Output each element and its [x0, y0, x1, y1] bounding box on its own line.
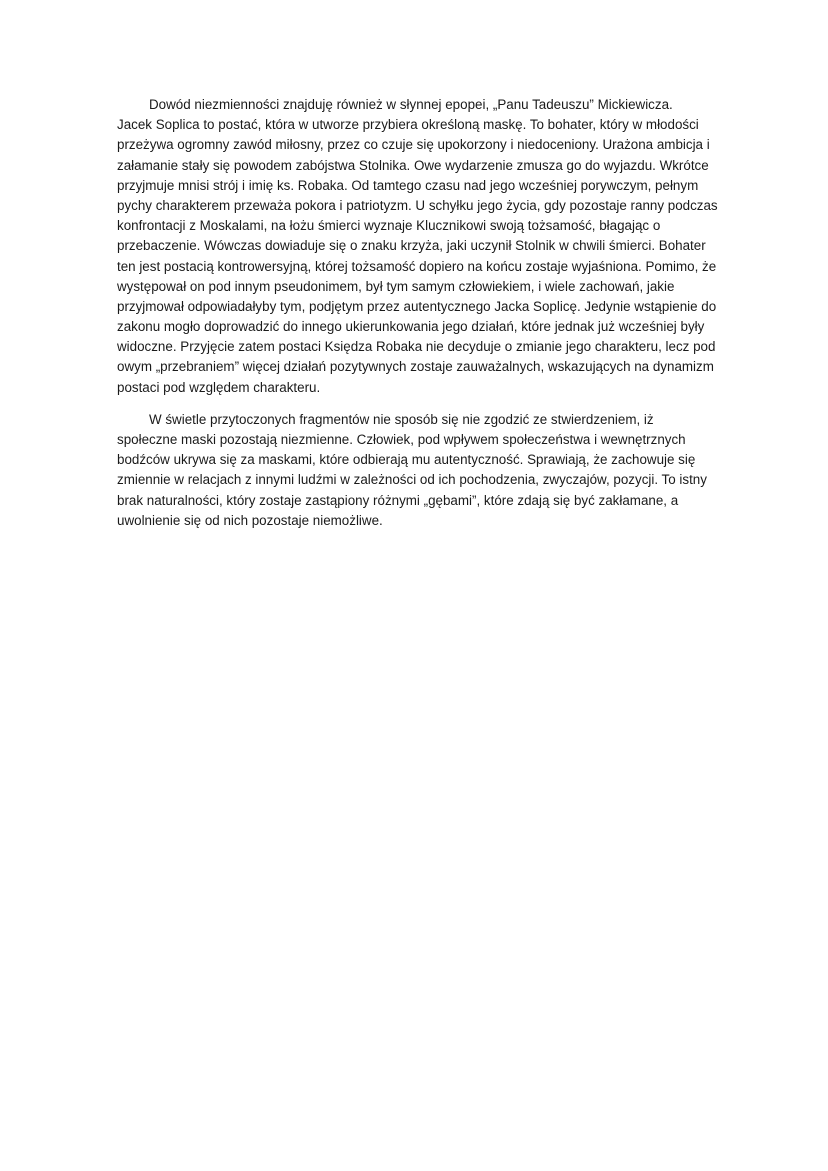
paragraph-line: bodźców ukrywa się za maskami, które odbierają mu autentyczność. Sprawiają, że zachowuje się: [117, 452, 696, 468]
paragraph-line: załamanie stały się powodem zabójstwa Stolnika. Owe wydarzenie zmusza go do wyjazdu. Wkrótce: [117, 157, 709, 173]
paragraph-line: występował on pod innym pseudonimem, był tym samym człowiekiem, i wiele zachowań, jakie: [117, 278, 675, 294]
paragraph-line: przyjmuje mnisi strój i imię ks. Robaka. Od tamtego czasu nad jego wcześniej porywczym, pełnym: [117, 177, 699, 193]
paragraph-line: zmiennie w relacjach z innymi ludźmi w zależności od ich pochodzenia, zwyczajów, pozycji. To istny: [117, 472, 707, 488]
paragraph-line: przeżywa ogromny zawód miłosny, przez co czuje się upokorzony i niedoceniony. Urażona ambicja i: [117, 137, 710, 153]
paragraph-line: społeczne maski pozostają niezmienne. Człowiek, pod wpływem społeczeństwa i wewnętrznych: [117, 432, 686, 447]
paragraph-line: pychy charakterem przeważa pokora i patriotyzm. U schyłku jego życia, gdy pozostaje ranny podczas: [117, 197, 718, 213]
paragraph-line: Jacek Soplica to postać, która w utworze przybiera określoną maskę. To bohater, który w młodości: [117, 117, 699, 133]
paragraph-line: widoczne. Przyjęcie zatem postaci Księdza Robaka nie decyduje o zmianie jego charakteru, lecz pod: [117, 339, 716, 355]
paragraph-line: przebaczenie. Wówczas dowiaduje się o znaku krzyża, jaki uczynił Stolnik w chwili śmierci. Bohater: [117, 238, 706, 254]
paragraph-line: W świetle przytoczonych fragmentów nie sposób się nie zgodzić ze stwierdzeniem, iż: [149, 411, 654, 427]
paragraph-line: brak naturalności, który zostaje zastąpiony różnymi „gębami”, które zdają się być zakłamane, a: [117, 492, 679, 508]
paragraph-spacer: [117, 398, 729, 410]
paragraph-2: [117, 410, 729, 531]
paragraph-line: konfrontacji z Moskalami, na łożu śmierci wyznaje Klucznikowi swoją tożsamość, błagając o: [117, 218, 661, 234]
paragraph-line: zakonu mogło doprowadzić do innego ukierunkowania jego działań, które jednak już wcześniej były: [117, 319, 705, 335]
paragraph-line: Dowód niezmienności znajduję również w słynnej epopei, „Panu Tadeuszu” Mickiewicza.: [149, 97, 673, 112]
paragraph-line: przyjmował odpowiadałyby tym, podjętym przez autentycznego Jacka Soplicę. Jedynie wstąpienie do: [117, 298, 717, 314]
paragraph-line: ten jest postacią kontrowersyjną, której tożsamość dopiero na końcu zostaje wyjaśniona. Pomimo, że: [117, 258, 717, 274]
paragraph-1: [117, 95, 729, 398]
document-body: [117, 95, 729, 531]
paragraph-line: owym „przebraniem” więcej działań pozytywnych zostaje zauważalnych, wskazujących na dynamizm: [117, 359, 714, 375]
paragraph-line: postaci pod względem charakteru.: [117, 379, 321, 395]
paragraph-line: uwolnienie się od nich pozostaje niemożliwe.: [117, 512, 383, 528]
